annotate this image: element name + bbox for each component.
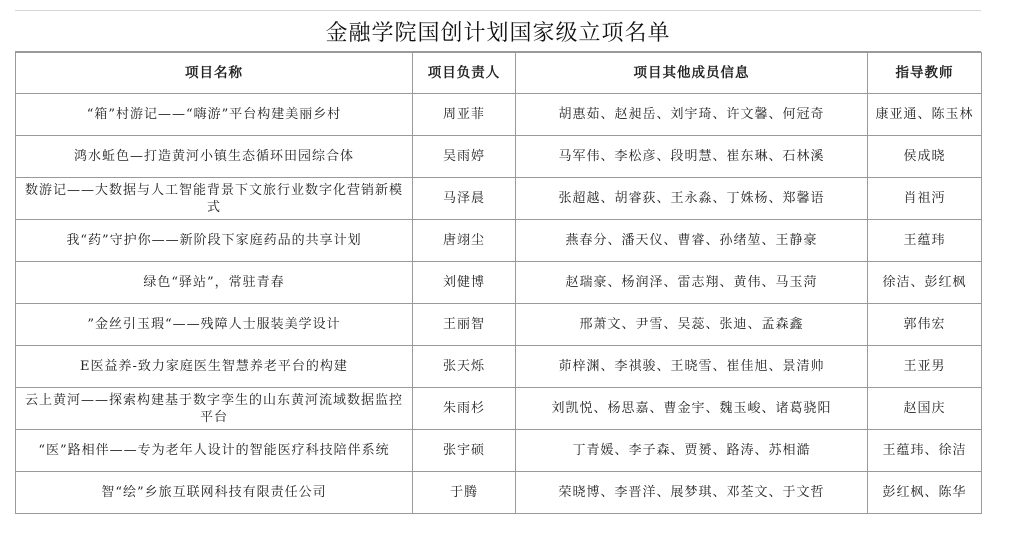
project-table <box>15 52 982 514</box>
cell-advisor: 彭红枫、陈华 <box>868 472 982 514</box>
cell-members: 马军伟、李松彦、段明慧、崔东琳、石林溪 <box>516 136 868 178</box>
cell-project-name: 鸿水蚯色—打造黄河小镇生态循环田园综合体 <box>16 136 413 178</box>
cell-project-name: “医”路相伴——专为老年人设计的智能医疗科技陪伴系统 <box>16 430 413 472</box>
header-project-name: 项目名称 <box>16 53 413 94</box>
cell-members: 刘凯悦、杨思嘉、曹金宇、魏玉峻、诸葛骁阳 <box>516 388 868 430</box>
cell-leader: 周亚菲 <box>413 94 516 136</box>
cell-project-name: ”金丝引玉瑕“——残障人士服装美学设计 <box>16 304 413 346</box>
cell-project-name: 数游记——大数据与人工智能背景下文旅行业数字化营销新模式 <box>16 178 413 220</box>
cell-project-name: 绿色“驿站”，常驻青春 <box>16 262 413 304</box>
table-row <box>16 94 982 136</box>
sheet-title: 金融学院国创计划国家级立项名单 <box>15 10 981 52</box>
cell-leader: 于腾 <box>413 472 516 514</box>
cell-project-name: “箱”村游记——“嗨游”平台构建美丽乡村 <box>16 94 413 136</box>
table-row <box>16 304 982 346</box>
cell-leader: 吴雨婷 <box>413 136 516 178</box>
cell-leader: 唐翊尘 <box>413 220 516 262</box>
cell-advisor: 郭伟宏 <box>868 304 982 346</box>
cell-advisor: 康亚通、陈玉林 <box>868 94 982 136</box>
table-row <box>16 346 982 388</box>
cell-members: 邢萧文、尹雪、吴蕊、张迪、孟森鑫 <box>516 304 868 346</box>
cell-members: 茆梓渊、李祺骏、王晓雪、崔佳旭、景清帅 <box>516 346 868 388</box>
header-row <box>16 53 982 94</box>
header-members: 项目其他成员信息 <box>516 53 868 94</box>
cell-project-name: 智“绘”乡旅互联网科技有限责任公司 <box>16 472 413 514</box>
cell-members: 胡惠茹、赵昶岳、刘宇琦、许文馨、何冠奇 <box>516 94 868 136</box>
project-list-sheet <box>15 10 981 514</box>
cell-project-name: 我“药”守护你——新阶段下家庭药品的共享计划 <box>16 220 413 262</box>
table-row <box>16 178 982 220</box>
cell-members: 荣晓博、李晋洋、展梦琪、邓荃文、于文哲 <box>516 472 868 514</box>
table-row <box>16 220 982 262</box>
cell-members: 赵瑞豪、杨润泽、雷志翔、黄伟、马玉菏 <box>516 262 868 304</box>
cell-advisor: 赵国庆 <box>868 388 982 430</box>
cell-advisor: 王蕴玮、徐洁 <box>868 430 982 472</box>
cell-leader: 张天烁 <box>413 346 516 388</box>
cell-advisor: 肖祖沔 <box>868 178 982 220</box>
cell-leader: 马泽晨 <box>413 178 516 220</box>
table-row <box>16 262 982 304</box>
cell-leader: 张宇硕 <box>413 430 516 472</box>
cell-leader: 王丽智 <box>413 304 516 346</box>
cell-advisor: 王亚男 <box>868 346 982 388</box>
table-row <box>16 136 982 178</box>
table-row <box>16 388 982 430</box>
cell-members: 张超越、胡睿荻、王永淼、丁姝杨、郑馨语 <box>516 178 868 220</box>
table-row <box>16 430 982 472</box>
table-row <box>16 472 982 514</box>
header-leader: 项目负责人 <box>413 53 516 94</box>
cell-advisor: 侯成晓 <box>868 136 982 178</box>
header-advisor: 指导教师 <box>868 53 982 94</box>
cell-project-name: E医益养-致力家庭医生智慧养老平台的构建 <box>16 346 413 388</box>
cell-members: 燕春分、潘天仪、曹睿、孙绪堃、王静豪 <box>516 220 868 262</box>
cell-advisor: 王蕴玮 <box>868 220 982 262</box>
cell-advisor: 徐洁、彭红枫 <box>868 262 982 304</box>
cell-project-name: 云上黄河——探索构建基于数字孪生的山东黄河流域数据监控平台 <box>16 388 413 430</box>
cell-leader: 朱雨杉 <box>413 388 516 430</box>
cell-leader: 刘健博 <box>413 262 516 304</box>
cell-members: 丁青媛、李子森、贾赟、路涛、苏相澔 <box>516 430 868 472</box>
